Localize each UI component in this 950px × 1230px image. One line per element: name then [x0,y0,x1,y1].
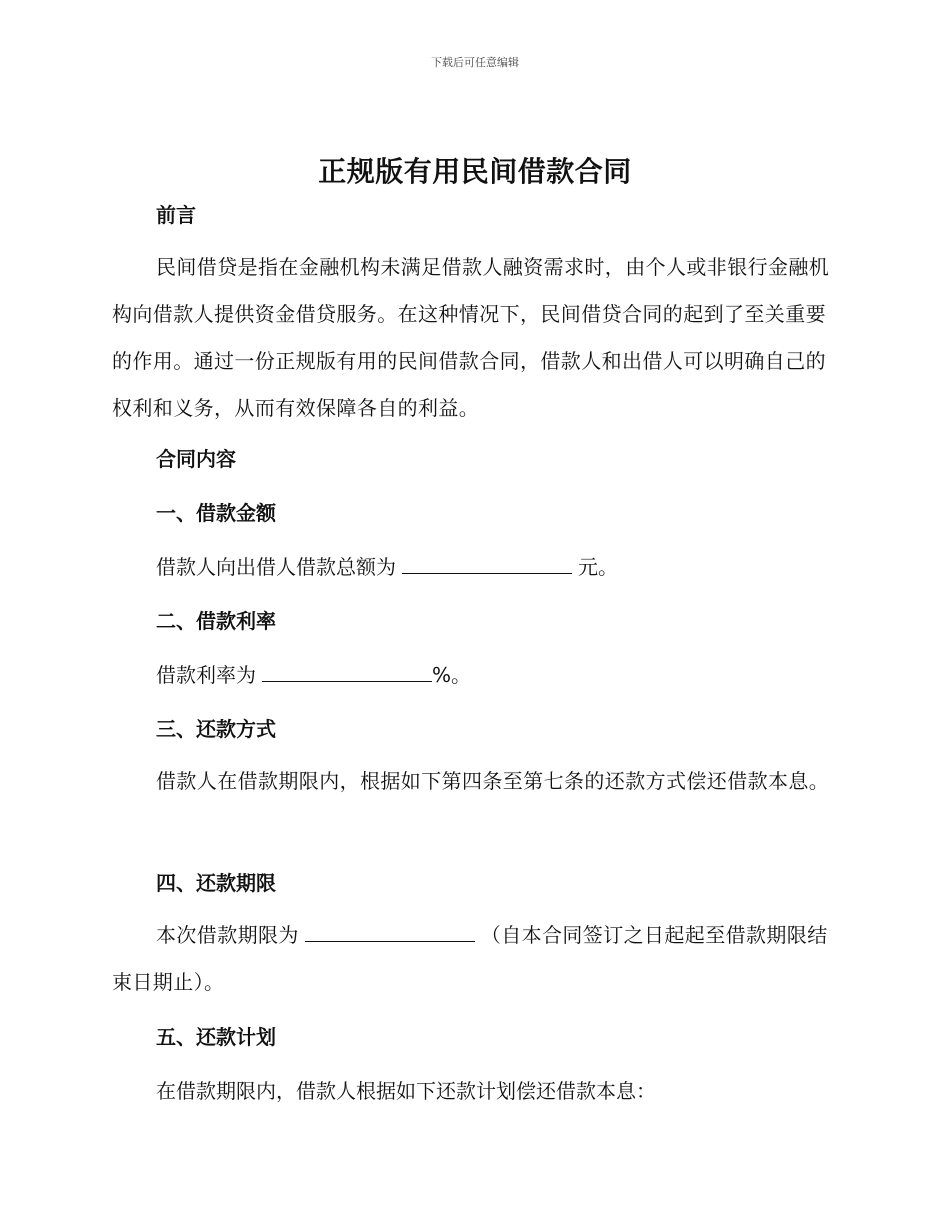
term-text-before: 本次借款期限为 [156,923,299,947]
term-text-after: （自本合同签订之日起起至借款期限结束日期止）。 [112,923,828,994]
section-method-body: 借款人在借款期限内，根据如下第四条至第七条的还款方式偿还借款本息。 [156,769,830,793]
section-term-text [112,912,838,1006]
rate-blank-field[interactable] [262,661,432,682]
section-plan-body: 在借款期限内，借款人根据如下还款计划偿还借款本息： [156,1079,656,1103]
section-plan-heading: 五、还款计划 [156,1025,276,1049]
rate-text-after: %。 [432,663,472,687]
section-rate-heading: 二、借款利率 [156,609,276,633]
section-term-heading: 四、还款期限 [156,871,276,895]
header-note: 下载后可任意编辑 [431,56,519,69]
amount-blank-field[interactable] [402,553,572,574]
contract-content-heading: 合同内容 [156,447,236,471]
section-method-heading: 三、还款方式 [156,717,276,741]
amount-text-after: 元。 [578,555,618,579]
preface-body: 民间借贷是指在金融机构未满足借款人融资需求时，由个人或非银行金融机构向借款人提供资金借贷服务。在这种情况下，民间借贷合同的起到了至关重要的作用。通过一份正规版有用的民间借款合同，借款人和出借人可以明确自己的权利和义务，从而有效保障各自的利益。 [112,255,830,420]
amount-text-before: 借款人向出借人借款总额为 [156,555,396,579]
rate-text-before: 借款利率为 [156,663,256,687]
term-blank-field[interactable] [305,921,475,942]
section-amount-text [156,551,618,580]
document-title: 正规版有用民间借款合同 [318,155,632,188]
section-amount-heading: 一、借款金额 [156,501,276,525]
preface-heading: 前言 [156,203,196,227]
section-rate-text [156,659,471,688]
